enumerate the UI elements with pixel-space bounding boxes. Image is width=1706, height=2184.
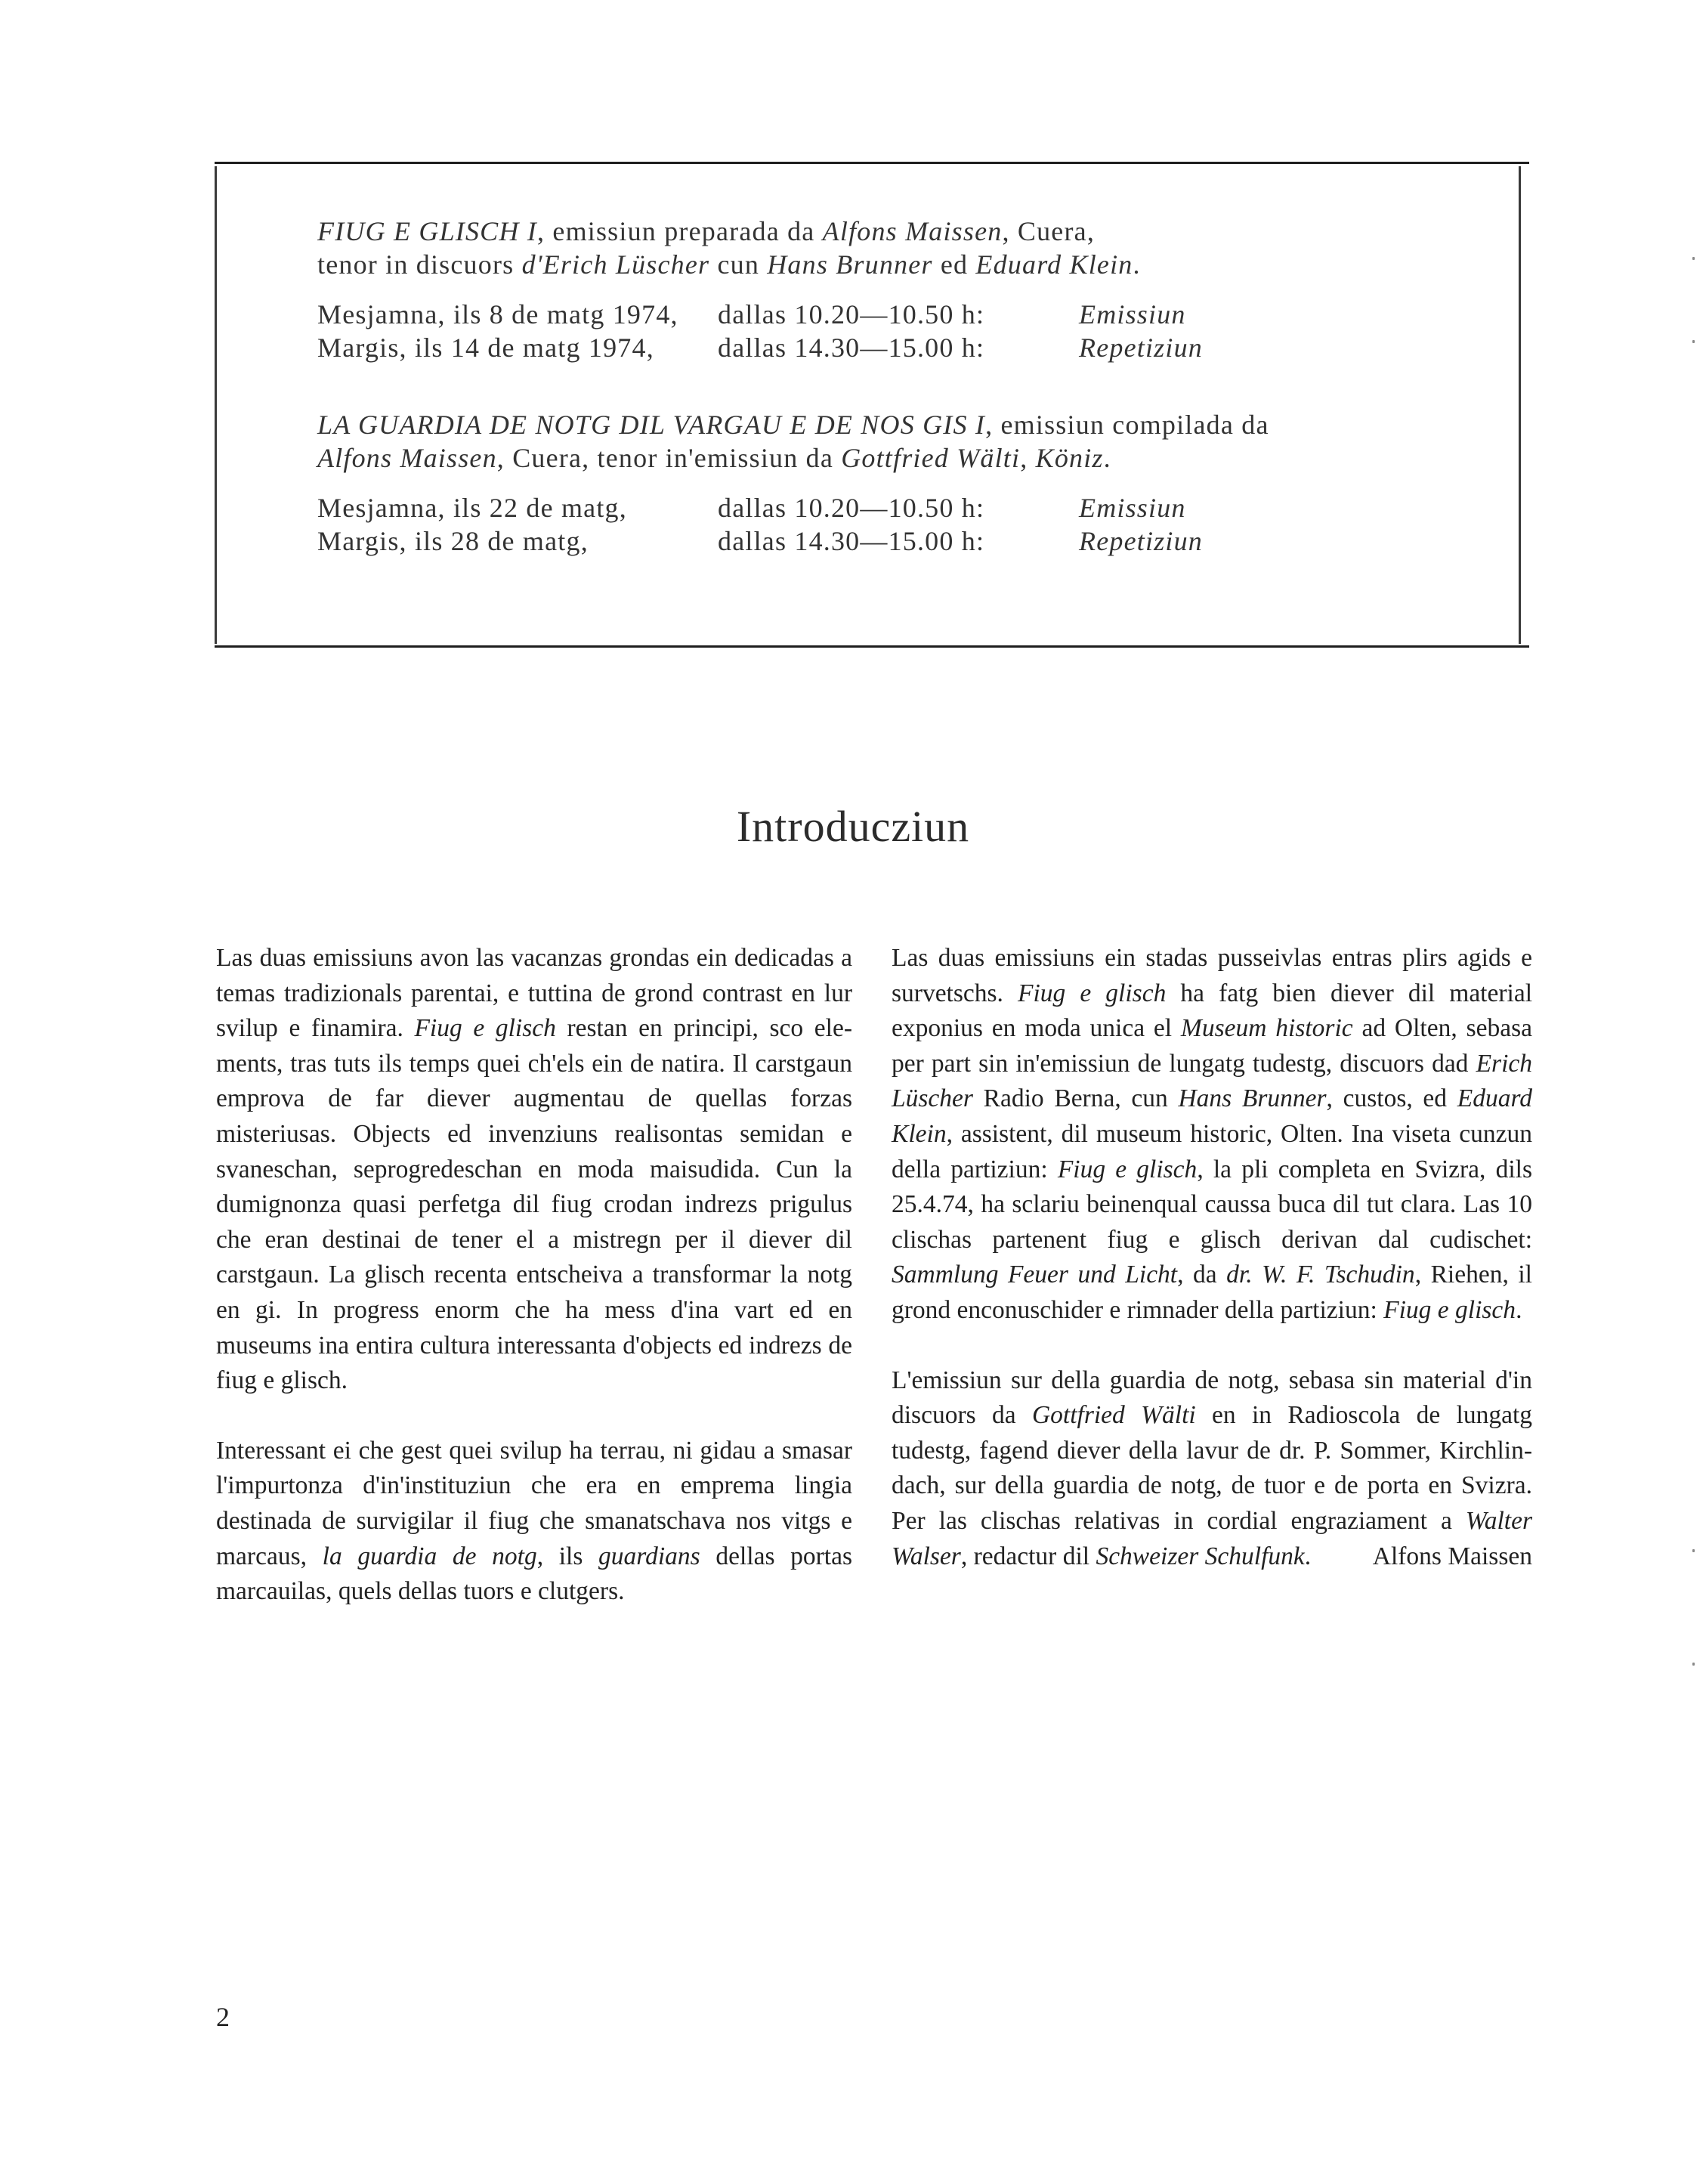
schedule-day: Mesjamna, ils 22 de matg, [317, 493, 627, 523]
person-name: Gottfried Wälti [1031, 1401, 1196, 1430]
emphasis: la guardia de notg [322, 1542, 537, 1570]
scan-speck [1692, 257, 1695, 260]
schedule-row [317, 298, 1496, 331]
schedule-content [317, 215, 1496, 602]
speaker-name: Gottfried Wälti [841, 443, 1021, 473]
place-name: Köniz [1035, 443, 1104, 473]
program-fiug-e-glisch [317, 215, 1496, 364]
program-la-guardia-de-notg [317, 408, 1496, 558]
program-description: LA GUARDIA DE NOTG DIL VARGAU E DE NOS GIS I, emissiun compilada da Alfons Maissen, Cuera, tenor in'emissiun da Gottfried Wälti, Köniz. [317, 410, 1269, 473]
schedule-day: Margis, ils 28 de matg, [317, 526, 589, 556]
scan-speck [1692, 1549, 1695, 1552]
paragraph: Interessant ei che gest quei svilup ha terrau, ni gidau a smasar l'impurtonza d'in'instituziun che era en emprema lingia destinada de survigilar il fiug che smanatschava nos vitgs e marcaus, la guardia de notg, ils guardians dellas portas marcauilas, quels dellas tuors e clutgers. [216, 1436, 853, 1606]
speaker-name: Hans Brunner [767, 249, 933, 280]
paragraph: Las duas emissiuns avon las vacanzas grondas ein dedicadas a temas tradizionals parentai, e tuttina de grond contrast en lur svilup e finamira. Fiug e glisch restan en principi, sco elements, tras tuts ils temps quei ch'els ein de natira. Il carstgaun emprova de far diever augmentau de quellas forzas misteriusas. Objects ed invenziuns realisontas semidan e svaneschan, seprogredeschan en moda maisudida. Cun la dumignonza quasi perfetga dil fiug crodan indrezs prigulus che eran destinai de tener el a mistregn per il diever dil carstgaun. La glisch recenta entscheiva a transformar la notg en gi. In progress enorm che ha mess d'ina vart ed en museums ina entira cultura interessanta d'objects ed indrezs de fiug e glisch. [216, 944, 852, 1395]
schedule-day: Mesjamna, ils 8 de matg 1974, [317, 299, 678, 329]
emphasis: Fiug e glisch [1057, 1155, 1198, 1183]
book-title: Sammlung Feuer und Licht [892, 1261, 1178, 1289]
section-heading: Introducziun [736, 802, 970, 851]
emphasis: Museum historic [1180, 1014, 1353, 1043]
left-column [216, 941, 852, 1644]
program-title: FIUG E GLISCH I [317, 216, 537, 246]
author-name: Alfons Maissen [317, 443, 497, 473]
schedule-kind: Emissiun [1079, 299, 1186, 329]
emphasis: Fiug e glisch [1383, 1295, 1516, 1324]
schedule-kind: Emissiun [1079, 493, 1186, 523]
person-name: Hans Brunner [1178, 1084, 1327, 1113]
speaker-name: Eduard Klein [975, 249, 1133, 280]
schedule-time: dallas 10.20—10.50 h: [718, 299, 985, 329]
person-name: dr. W. F. Tschudin [1226, 1261, 1415, 1289]
schedule-row [317, 331, 1496, 364]
schedule-kind: Repetiziun [1079, 526, 1203, 556]
schedule-time: dallas 14.30—15.00 h: [718, 333, 985, 363]
right-column [892, 941, 1532, 1609]
schedule-time: dallas 14.30—15.00 h: [718, 526, 985, 556]
program-title: LA GUARDIA DE NOTG DIL VARGAU E DE NOS GIS I [317, 410, 986, 440]
scan-speck [1692, 1663, 1695, 1666]
author-signature: Alfons Maissen [1372, 1542, 1532, 1570]
program-description: FIUG E GLISCH I, emissiun preparada da Alfons Maissen, Cuera, tenor in discuors d'Erich Lüscher cun Hans Brunner ed Eduard Klein. [317, 216, 1141, 280]
page-number: 2 [216, 2002, 230, 2032]
schedule-time: dallas 10.20—10.50 h: [718, 493, 985, 523]
schedule-kind: Repetiziun [1079, 333, 1203, 363]
paragraph: L'emissiun sur della guardia de notg, sebasa sin material d'in discuors da Gottfried Wälti en in Radioscola de lungatg tudestg, fagend diever della lavur de dr. P. Sommer, Kirchlindach, sur della guardia de notg, de tuor e de porta en Svizra. Per las clischas relativas in cordial engraziament a Walter Walser, redactur dil Schweizer Schulfunk. Alfons Maissen [892, 1363, 1532, 1575]
schedule-row [317, 491, 1496, 524]
emphasis: Fiug e glisch [1018, 979, 1167, 1007]
publication-name: Schweizer Schulfunk [1096, 1542, 1305, 1570]
box-bottom-rule [215, 645, 1529, 648]
schedule-row [317, 524, 1496, 558]
person-name: Erich Lüscher [892, 1049, 1532, 1113]
speaker-name: d'Erich Lüscher [521, 249, 710, 280]
person-name: Walter Walser [892, 1506, 1532, 1570]
box-left-rule [215, 166, 217, 644]
paragraph: Las duas emissiuns ein stadas pusseivlas entras plirs agids e survetschs. Fiug e glisch ha fatg bien diever dil material exponius en moda unica el Museum historic ad Olten, sebasa per part sin in'emissiun de lungatg tudestg, discuors dad Erich Lüscher Radio Berna, cun Hans Brunner, custos, ed Eduard Klein, assistent, dil museum historic, Olten. Ina viseta cunzun della partiziun: Fiug e glisch, la pli completa en Svizra, dils 25.4.74, ha sclariu beinenqual caussa buca dil tut clara. Las 10 clischas partenent fiug e glisch derivan dal cudischet: Sammlung Feuer und Licht, da dr. W. F. Tschudin, Riehen, il grond enconuschider e rimnader della partiziun: Fiug e glisch. [892, 944, 1533, 1324]
scan-speck [1692, 340, 1695, 343]
box-top-rule [215, 162, 1529, 164]
emphasis: Fiug e glisch [414, 1014, 556, 1043]
author-name: Alfons Maissen [822, 216, 1003, 246]
schedule-day: Margis, ils 14 de matg 1974, [317, 333, 654, 363]
box-right-rule [1519, 166, 1521, 644]
broadcast-schedule-box [215, 162, 1523, 642]
emphasis: guardians [598, 1542, 700, 1570]
person-name: Eduard Klein [892, 1084, 1532, 1148]
